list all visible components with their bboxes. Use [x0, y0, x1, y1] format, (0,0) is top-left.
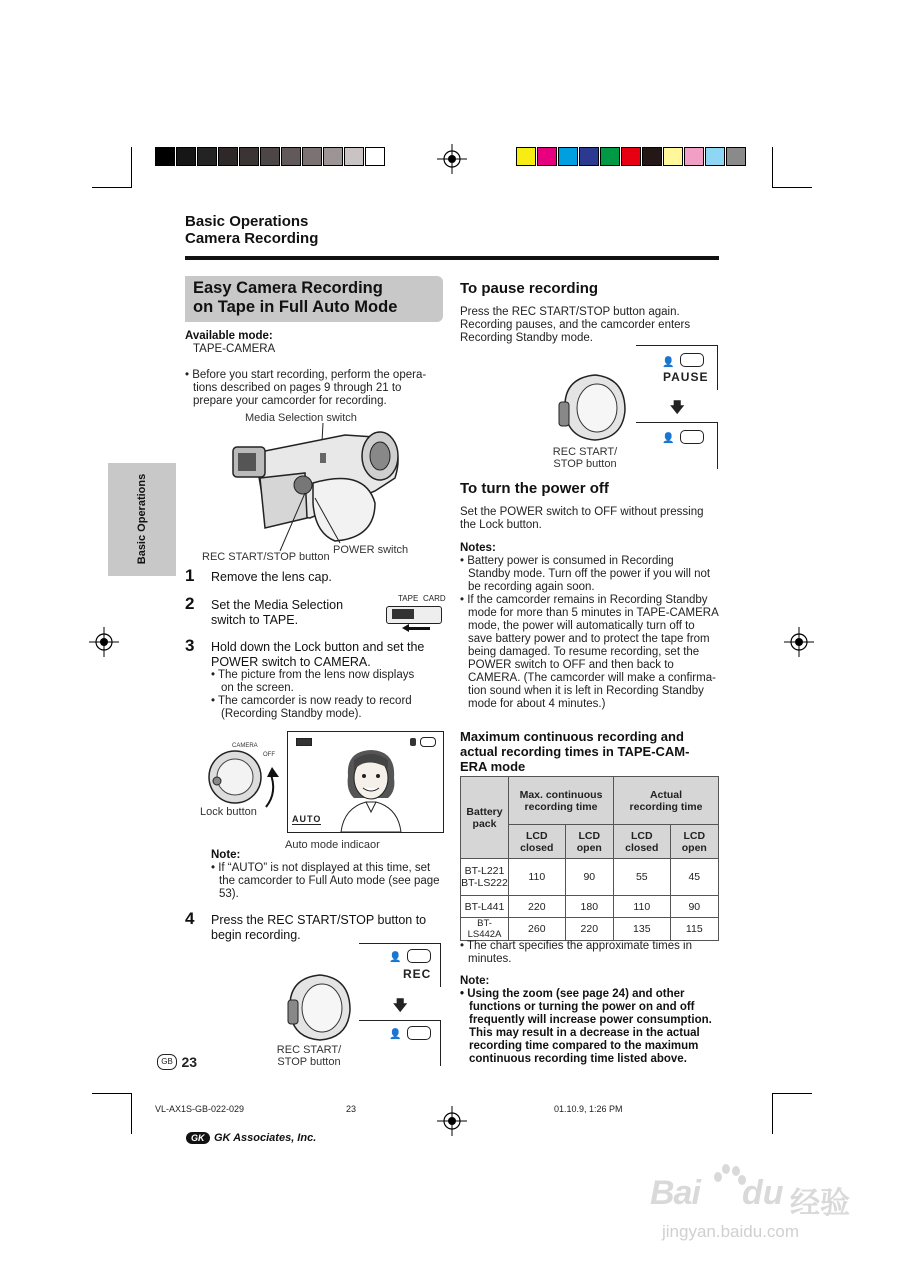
tape-icon-2 [407, 1026, 431, 1040]
th-max [509, 777, 614, 825]
zoom-note-line-3: frequently will increase power consumption. [469, 1014, 712, 1026]
max-recording-title [460, 729, 689, 774]
note-line-7: save battery power and to protect the tape from [468, 633, 710, 645]
th-max-lcd-closed: LCD closed [509, 825, 566, 859]
cell-act-open: 115 [670, 918, 718, 941]
recording-time-table [460, 776, 719, 941]
pause-indicator-text: PAUSE [663, 370, 709, 384]
footer-page: 23 [346, 1104, 357, 1114]
side-tab-label: Basic Operations [136, 473, 148, 565]
available-mode-label: Available mode: [185, 330, 273, 342]
step-3-text [211, 640, 424, 670]
calibration-swatch [663, 147, 683, 166]
chart-note-line-2: minutes. [468, 953, 512, 965]
note-line-1: • Battery power is consumed in Recording [460, 555, 674, 567]
calibration-swatch [281, 147, 301, 166]
section-header [185, 213, 318, 247]
pause-line-3: Recording Standby mode. [460, 332, 593, 344]
cell-act-closed: 55 [614, 859, 671, 896]
calibration-swatch [302, 147, 322, 166]
step-3-note-line-2: the camcorder to Full Auto mode (see page [219, 875, 440, 887]
calibration-swatch [600, 147, 620, 166]
notes-title: Notes: [460, 542, 496, 554]
note-line-9: POWER switch to OFF and then back to [468, 659, 674, 671]
cell-max-closed: 260 [509, 918, 566, 941]
pause-text [460, 306, 690, 345]
paw-icon [708, 1160, 746, 1194]
cell-act-closed: 110 [614, 896, 671, 918]
calibration-swatch [365, 147, 385, 166]
calibration-swatch [684, 147, 704, 166]
media-switch-diagram [384, 594, 444, 638]
power-off-title: To turn the power off [460, 480, 609, 497]
user-icon-2: 👤 [389, 1029, 402, 1040]
pause-rec-label [550, 446, 620, 470]
step-4-line-2: begin recording. [211, 928, 301, 942]
calibration-swatch [726, 147, 746, 166]
note-line-11: tion sound when it is left in Recording Standby [468, 685, 704, 697]
calibration-swatch [642, 147, 662, 166]
registration-mark-bottom [437, 1106, 467, 1136]
camcorder-illustration [225, 423, 405, 555]
dial-off-label: OFF [263, 752, 275, 758]
note-line-12: mode for about 4 minutes.) [468, 698, 606, 710]
gk-logo-mark: GK [186, 1132, 210, 1144]
cell-max-open: 220 [565, 918, 613, 941]
user-icon-4: 👤 [662, 433, 675, 444]
rec-button-illustration [280, 970, 355, 1045]
step-2-line-1: Set the Media Selection [211, 598, 344, 612]
th-actual [614, 777, 719, 825]
arrow-down-icon-2: 🡇 [670, 399, 685, 415]
calibration-swatch [537, 147, 557, 166]
baidu-watermark [640, 1160, 870, 1250]
step-1-number: 1 [185, 566, 195, 585]
table-row [461, 918, 719, 941]
calibration-swatch [323, 147, 343, 166]
note-line-2: Standby mode. Turn off the power if you will not [468, 568, 711, 580]
zoom-note-line-6: continuous recording time listed above. [469, 1053, 687, 1065]
calibration-swatch [197, 147, 217, 166]
table-row [461, 859, 719, 896]
section-title-box [185, 276, 443, 322]
chart-note [460, 940, 692, 966]
switch-tape-label: TAPE [398, 594, 419, 603]
cell-pack: BT-L441 [461, 896, 509, 918]
th-max-lcd-open: LCD open [565, 825, 613, 859]
available-mode-value: TAPE-CAMERA [193, 343, 276, 355]
watermark-brand-right: du [742, 1174, 784, 1212]
arrow-down-icon: 🡇 [393, 997, 408, 1013]
chart-note-line-1: • The chart specifies the approximate times in [460, 940, 693, 952]
step-4-rec-label-line-2: STOP button [277, 1056, 341, 1068]
th-battery-line-1: Battery [466, 805, 503, 818]
tape-icon-3 [680, 353, 704, 367]
note-line-8: being damaged. To resume recording, set the [468, 646, 700, 658]
switch-card-label: CARD [423, 594, 446, 603]
cell-act-open: 45 [670, 859, 718, 896]
th-act-lcd-closed: LCD closed [614, 825, 671, 859]
step-3-bullet-2-line-2: (Recording Standby mode). [221, 708, 362, 720]
registration-mark-top [437, 144, 467, 174]
gk-company: GK Associates, Inc. [213, 1131, 317, 1144]
zoom-note-line-5: recording time compared to the maximum [469, 1040, 699, 1052]
max-title-line-1: Maximum continuous recording and [460, 729, 684, 744]
rec-start-stop-label: REC START/STOP button [202, 551, 330, 563]
calibration-swatch [621, 147, 641, 166]
intro-text [185, 369, 426, 408]
step-4-rec-label-line-1: REC START/ [276, 1044, 342, 1056]
calibration-swatch [344, 147, 364, 166]
step-3-note-line-3: 53). [219, 888, 239, 900]
max-title-line-2: actual recording times in TAPE-CAM- [460, 744, 690, 759]
step-4-number: 4 [185, 909, 195, 928]
auto-indicator: AUTO [292, 814, 322, 824]
calibration-swatch [558, 147, 578, 166]
pause-rec-label-line-2: STOP button [553, 458, 617, 470]
header-line-2: Camera Recording [185, 230, 319, 247]
step-3-number: 3 [185, 636, 195, 655]
calibration-swatch [176, 147, 196, 166]
intro-line-1: • Before you start recording, perform the opera- [185, 369, 427, 381]
step-3-note-line-1: • If “AUTO” is not displayed at this time, set [211, 862, 431, 874]
header-line-1: Basic Operations [185, 213, 309, 230]
step-3-line-2: POWER switch to CAMERA. [211, 655, 371, 669]
watermark-brand-left: Bai [650, 1174, 700, 1212]
cell-act-closed: 135 [614, 918, 671, 941]
cell-max-open: 180 [565, 896, 613, 918]
step-3-line-1: Hold down the Lock button and set the [211, 640, 425, 654]
note-line-6: mode, the power will automatically turn off to [468, 620, 695, 632]
note-line-10: CAMERA. (The camcorder will make a confirma- [468, 672, 716, 684]
step-4-rec-label [276, 1044, 342, 1068]
cell-max-closed: 110 [509, 859, 566, 896]
zoom-note-title: Note: [460, 975, 490, 987]
pause-title: To pause recording [460, 280, 599, 297]
media-selection-label: Media Selection switch [245, 412, 357, 424]
registration-mark-left [89, 627, 119, 657]
calibration-swatch [218, 147, 238, 166]
rec-indicator-panel [359, 943, 441, 1066]
battery-icon [296, 738, 312, 746]
power-off-line-1: Set the POWER switch to OFF without pressing [460, 506, 704, 518]
intro-line-2: tions described on pages 9 through 21 to [193, 382, 402, 394]
cell-act-open: 90 [670, 896, 718, 918]
step-2-number: 2 [185, 594, 195, 613]
dial-camera-label: CAMERA [232, 743, 258, 749]
th-act-lcd-open: LCD open [670, 825, 718, 859]
watermark-url: jingyan.baidu.com [662, 1222, 800, 1241]
cell-pack-line-1: BT-L221 [464, 865, 505, 877]
section-title-line-2: on Tape in Full Auto Mode [193, 298, 398, 316]
lcd-screen [287, 731, 444, 833]
zoom-note-line-1: • Using the zoom (see page 24) and other [460, 988, 685, 1000]
watermark-brand-cn: 经验 [790, 1187, 850, 1220]
power-switch-label: POWER switch [333, 544, 409, 556]
gk-logo [186, 1129, 316, 1147]
calibration-swatch [260, 147, 280, 166]
step-3-bullet-2-line-1: • The camcorder is now ready to record [211, 695, 412, 707]
step-3-bullet-1-line-2: on the screen. [221, 682, 294, 694]
notes-block [460, 542, 719, 711]
rec-indicator-text: REC [403, 967, 432, 981]
table-row [461, 896, 719, 918]
tape-icon-4 [680, 430, 704, 444]
step-3-note [211, 849, 440, 901]
pause-line-2: Recording pauses, and the camcorder enters [460, 319, 691, 331]
calibration-swatch [579, 147, 599, 166]
power-off-line-2: the Lock button. [460, 519, 542, 531]
max-title-line-3: ERA mode [460, 759, 526, 774]
cell-pack: BT-LS442A [461, 918, 509, 941]
section-title-line-1: Easy Camera Recording [193, 279, 383, 297]
section-title [193, 279, 397, 317]
page-number-value: 23 [181, 1053, 198, 1070]
lock-button-label: Lock button [200, 806, 257, 818]
step-2-text [211, 598, 343, 628]
th-max-line-2: recording time [524, 800, 598, 813]
power-off-text [460, 506, 704, 532]
zoom-note [460, 975, 712, 1066]
zoom-note-line-2: functions or turning the power on and off [469, 1001, 695, 1013]
step-4-text [211, 913, 426, 943]
cell-max-open: 90 [565, 859, 613, 896]
cell-max-closed: 220 [509, 896, 566, 918]
zoom-note-line-4: This may result in a decrease in the actual [469, 1027, 700, 1039]
calibration-swatch [516, 147, 536, 166]
intro-line-3: prepare your camcorder for recording. [193, 395, 387, 407]
person-portrait [336, 746, 406, 832]
note-line-5: mode for more than 5 minutes in TAPE-CAMERA [468, 607, 719, 619]
step-3-bullets [211, 669, 414, 721]
th-actual-line-2: recording time [629, 800, 703, 813]
th-battery [461, 777, 509, 859]
cell-pack-line-2: BT-LS222 [461, 877, 508, 889]
note-line-3: be recording again soon. [468, 581, 595, 593]
auto-mode-label: Auto mode indicaor [285, 839, 380, 851]
header-rule [185, 256, 719, 260]
pause-indicator-panel [636, 345, 718, 469]
page-badge: GB [157, 1054, 177, 1070]
pause-rec-label-line-1: REC START/ [552, 446, 618, 458]
th-max-line-1: Max. continuous [519, 788, 603, 801]
calibration-swatch [155, 147, 175, 166]
step-3-note-title: Note: [211, 849, 241, 861]
th-actual-line-1: Actual [649, 788, 683, 801]
step-1-text: Remove the lens cap. [211, 570, 332, 584]
side-tab [108, 463, 176, 576]
step-4-line-1: Press the REC START/STOP button to [211, 913, 427, 927]
user-icon-3: 👤 [662, 357, 675, 368]
user-icon: 👤 [389, 952, 402, 963]
tape-standby-icon [410, 737, 438, 747]
footer-date: 01.10.9, 1:26 PM [554, 1104, 623, 1114]
pause-line-1: Press the REC START/STOP button again. [460, 306, 680, 318]
cell-pack [461, 859, 509, 896]
step-2-line-2: switch to TAPE. [211, 613, 299, 627]
note-line-4: • If the camcorder remains in Recording Standby [460, 594, 708, 606]
page-number [157, 1053, 197, 1071]
available-mode [185, 330, 275, 356]
calibration-swatch [705, 147, 725, 166]
th-battery-line-2: pack [472, 817, 497, 830]
calibration-swatch [239, 147, 259, 166]
footer-file: VL-AX1S-GB-022-029 [155, 1104, 245, 1114]
registration-mark-right [784, 627, 814, 657]
step-3-bullet-1-line-1: • The picture from the lens now displays [211, 669, 415, 681]
tape-icon [407, 949, 431, 963]
pause-rec-button-illustration [555, 370, 630, 445]
